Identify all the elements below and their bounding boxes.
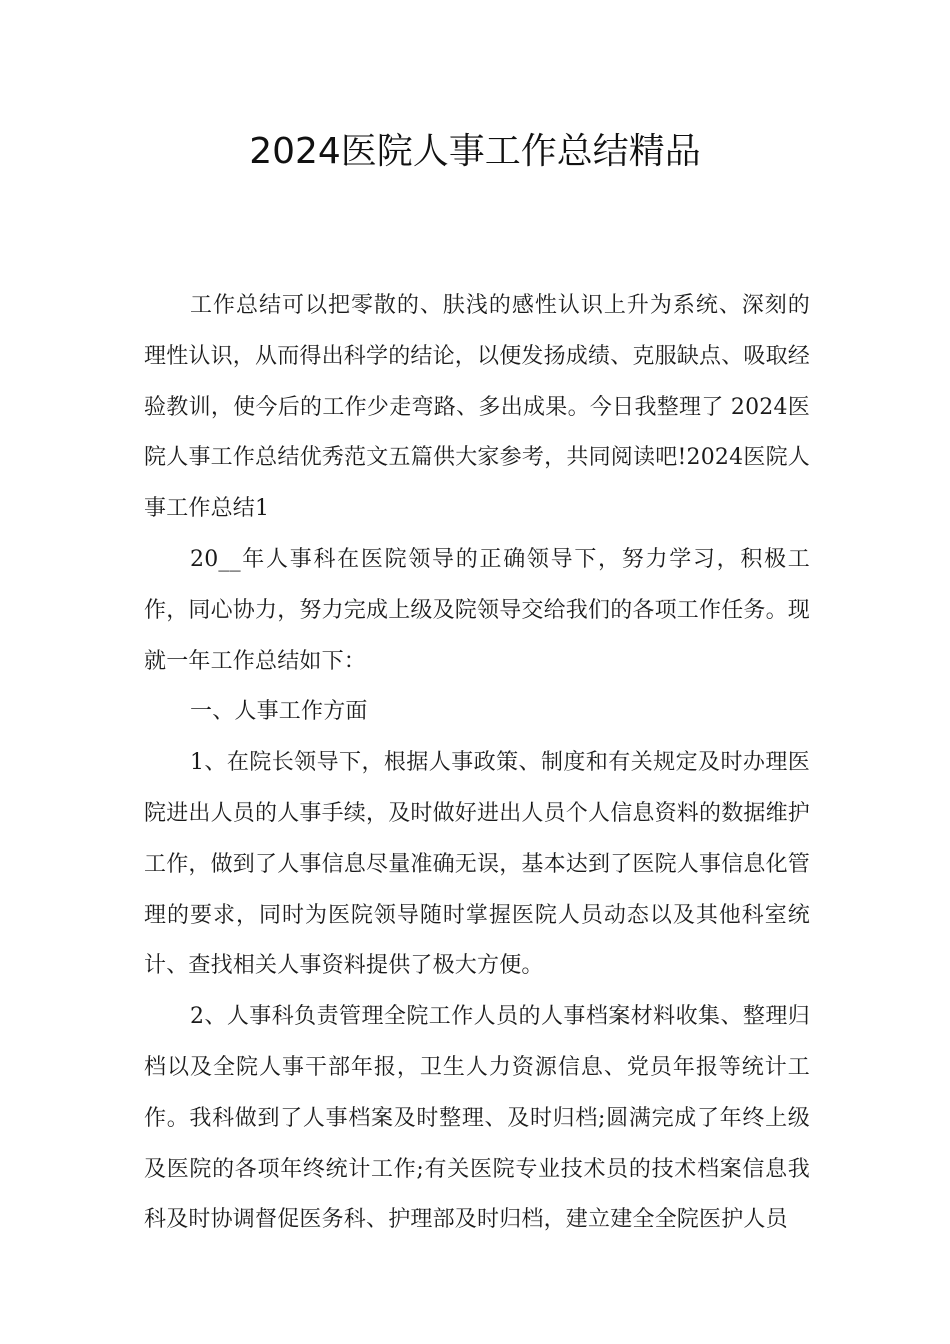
paragraph-item-2: 2、人事科负责管理全院工作人员的人事档案材料收集、整理归档以及全院人事干部年报，卫生人力资源信息、党员年报等统计工作。我科做到了人事档案及时整理、及时归档;圆满完成了年终上级及医院的各项年终统计工作;有关医院专业技术员的技术档案信息我科及时协调督促医务科、护理部及时归档，建立建全全院医护人员 [144,1004,810,1233]
paragraph-intro: 工作总结可以把零散的、肤浅的感性认识上升为系统、深刻的理性认识，从而得出科学的结论，以便发扬成绩、克服缺点、吸取经验教训，使今后的工作少走弯路、多出成果。今日我整理了 2024医院人事工作总结优秀范文五篇供大家参考，共同阅读吧!2024医院人事工作总结1 [144,293,811,522]
paragraph-overview: 20__年人事科在医院领导的正确领导下，努力学习，积极工作，同心协力，努力完成上级及院领导交给我们的各项工作任务。现就一年工作总结如下： [144,546,811,674]
paragraph-item-1: 1、在院长领导下，根据人事政策、制度和有关规定及时办理医院进出人员的人事手续，及时做好进出人员个人信息资料的数据维护工作，做到了人事信息尽量准确无误，基本达到了医院人事信息化管理的要求，同时为医院领导随时掌握医院人员动态以及其他科室统计、查找相关人事资料提供了极大方便。 [144,750,811,979]
document-title: 2024医院人事工作总结精品 [249,131,701,172]
section-heading: 一、人事工作方面 [190,699,368,725]
document-body [144,281,810,1246]
